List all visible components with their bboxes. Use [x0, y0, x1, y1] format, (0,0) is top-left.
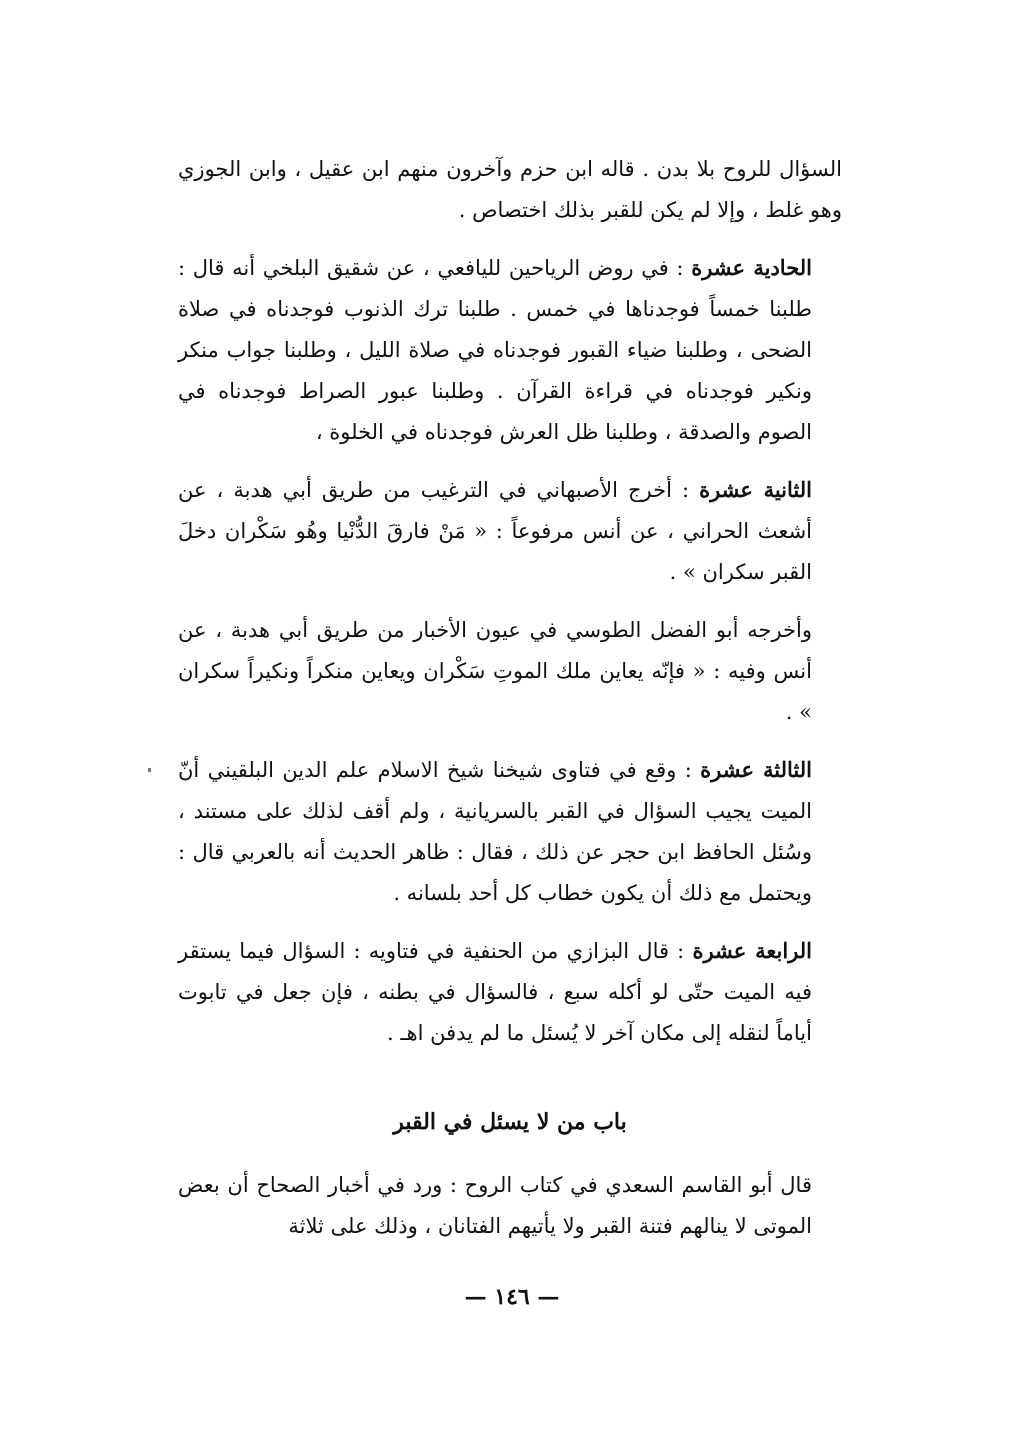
page-number: — ١٤٦ —: [464, 1284, 560, 1310]
paragraph-11th: [178, 247, 842, 453]
paragraph-14th-text: : قال البزازي من الحنفية في فتاويه : السؤال فيما يستقر فيه الميت حتّى لو أكله سبع ، فالسؤال في بطنه ، فإن جعل في تابوت أياماً لنقله إلى مكان آخر لا يُسئل ما لم يدفن اهـ .: [178, 939, 812, 1045]
paragraph-1-text: السؤال للروح بلا بدن . قاله ابن حزم وآخرون منهم ابن عقيل ، وابن الجوزي وهو غلط ، وإلا لم يكن للقبر بذلك اختصاص .: [178, 157, 842, 222]
paragraph-13th-text: : وقع في فتاوى شيخنا شيخ الاسلام علم الدين البلقيني أنّ الميت يجيب السؤال في القبر بالسريانية ، ولم أقف لذلك على مستند ، وسُئل الحافظ ابن حجر عن ذلك ، فقال : ظاهر الحديث أنه بالعربي قال : ويحتمل مع ذلك أن يكون خطاب كل أحد بلسانه .: [178, 758, 812, 905]
scan-speck: [148, 768, 151, 772]
paragraph-12th: [178, 469, 842, 593]
page-body: [178, 148, 842, 1263]
paragraph-final: [178, 1164, 842, 1247]
paragraph-12th-variant: [178, 609, 842, 733]
paragraph-final-text: قال أبو القاسم السعدي في كتاب الروح : ورد في أخبار الصحاح أن بعض الموتى لا ينالهم فتنة القبر ولا يأتيهم الفتانان ، وذلك على ثلاثة: [178, 1173, 812, 1238]
section-heading: باب من لا يسئل في القبر: [393, 1109, 627, 1135]
paragraph-12th-text: : أخرج الأصبهاني في الترغيب من طريق أبي هدبة ، عن أشعث الحراني ، عن أنس مرفوعاً : « مَنْ فارقَ الدُّنْيا وهُو سَكْران دخلَ القبر سكران » .: [178, 478, 812, 584]
paragraph-14th-lead: الرابعة عشرة: [692, 938, 812, 963]
paragraph-13th: [178, 749, 842, 914]
paragraph-1: [178, 148, 842, 231]
paragraph-12th-variant-text: وأخرجه أبو الفضل الطوسي في عيون الأخبار من طريق أبي هدبة ، عن أنس وفيه : « فإنّه يعاين ملك الموتِ سَكْران ويعاين منكراً ونكيراً سكران » .: [178, 618, 812, 724]
paragraph-12th-lead: الثانية عشرة: [699, 477, 812, 502]
paragraph-14th: [178, 930, 842, 1054]
paragraph-11th-lead: الحادية عشرة: [691, 255, 812, 280]
paragraph-13th-lead: الثالثة عشرة: [700, 757, 812, 782]
paragraph-11th-text: : في روض الرياحين لليافعي ، عن شقيق البلخي أنه قال : طلبنا خمساً فوجدناها في خمس . طلبنا ترك الذنوب فوجدناه في صلاة الضحى ، وطلبنا ضياء القبور فوجدناه في صلاة الليل ، وطلبنا جواب منكر ونكير فوجدناه في قراءة القرآن . وطلبنا عبور الصراط فوجدناه في الصوم والصدقة ، وطلبنا ظل العرش فوجدناه في الخلوة ،: [178, 256, 812, 444]
